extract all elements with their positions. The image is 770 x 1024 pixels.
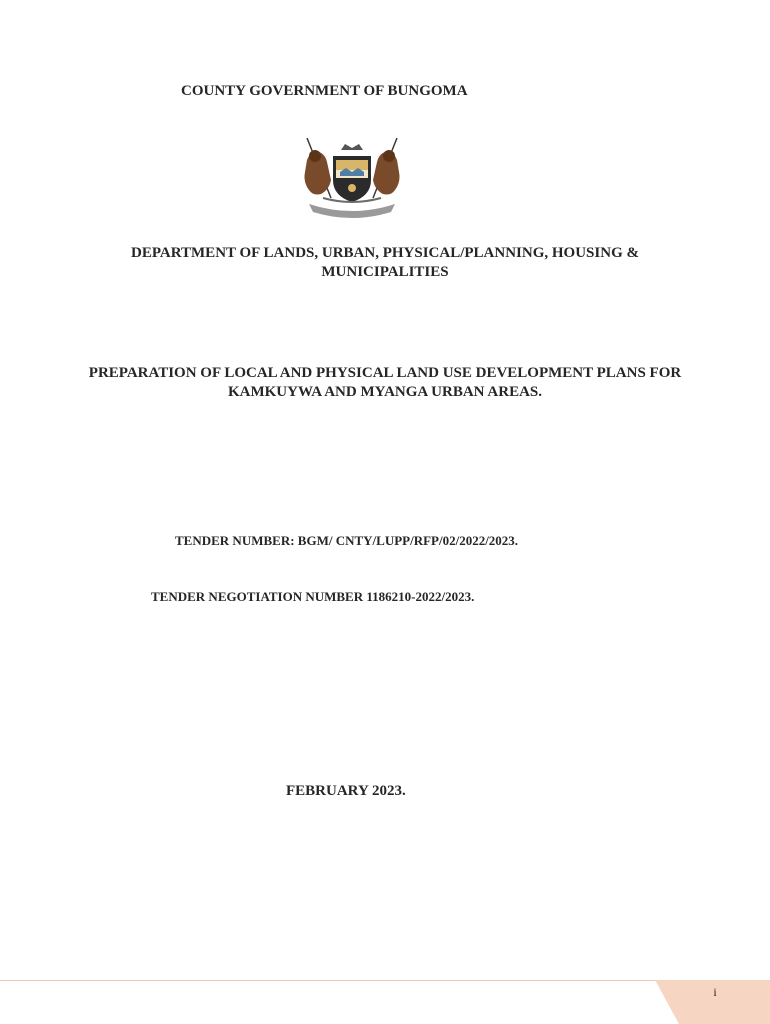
county-title: COUNTY GOVERNMENT OF BUNGOMA — [181, 83, 468, 99]
project-line-1: PREPARATION OF LOCAL AND PHYSICAL LAND USE DEVELOPMENT PLANS FOR — [88, 365, 682, 381]
document-date: FEBRUARY 2023. — [286, 783, 406, 799]
department-line-2: MUNICIPALITIES — [321, 264, 449, 280]
project-title — [0, 364, 770, 402]
tender-number: TENDER NUMBER: BGM/ CNTY/LUPP/RFP/02/2022/2023. — [175, 533, 519, 548]
department-heading — [0, 244, 770, 282]
tender-negotiation-number: TENDER NEGOTIATION NUMBER 1186210-2022/2023. — [151, 589, 475, 604]
coat-of-arms-icon — [293, 130, 411, 220]
project-line-2: KAMKUYWA AND MYANGA URBAN AREAS. — [227, 384, 543, 400]
department-line-1: DEPARTMENT OF LANDS, URBAN, PHYSICAL/PLANNING, HOUSING & — [131, 245, 639, 261]
page-number: i — [713, 985, 717, 999]
